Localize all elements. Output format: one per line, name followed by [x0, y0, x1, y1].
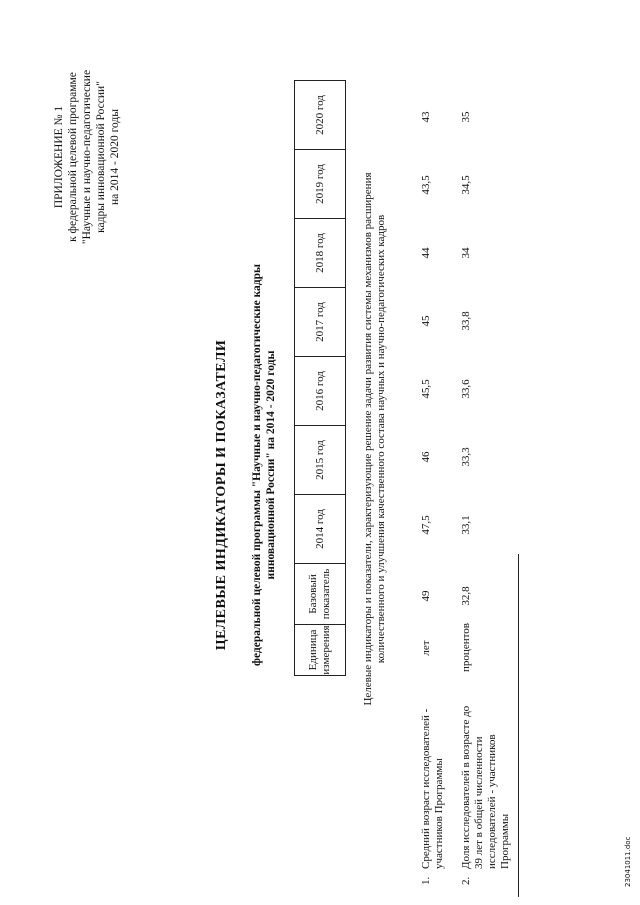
row-indicator-name: Средний возраст исследователей - участников Программы	[420, 708, 445, 869]
header-year: 2020 год	[295, 81, 346, 150]
header-year: 2019 год	[295, 150, 346, 219]
row-value: 47,5	[420, 515, 432, 535]
header-year: 2018 год	[295, 219, 346, 288]
header-unit: Единица измерения	[295, 625, 346, 676]
indicators-table-header	[294, 80, 346, 676]
document-file-id: 23041011.doc	[624, 836, 632, 887]
appendix-line: "Научные и научно-педагогические	[81, 69, 93, 245]
header-year: 2016 год	[295, 357, 346, 426]
row-value: 34,5	[460, 175, 472, 195]
row-value: 33,8	[460, 311, 472, 331]
section-heading: Целевые индикаторы и показатели, характеризующие решение задачи развития системы механизмов расширения количественного и улучшения качественного состава научных и научно-педагогических кадров	[362, 172, 387, 706]
table-bottom-rule	[518, 554, 519, 897]
header-year: 2015 год	[295, 426, 346, 495]
subtitle-line: федеральной целевой программы "Научные и научно-педагогические кадры	[251, 264, 263, 667]
row-value: 44	[420, 247, 432, 259]
row-value: 45	[420, 315, 432, 327]
row-value: 45,5	[420, 379, 432, 399]
row-value: 33,1	[460, 515, 472, 535]
header-base: Базовый показатель	[295, 564, 346, 625]
row-value: 43,5	[420, 175, 432, 195]
row-unit: процентов	[460, 623, 472, 672]
row-value: 43	[420, 111, 432, 123]
row-value: 33,3	[460, 447, 472, 467]
row-value: 35	[460, 111, 472, 123]
appendix-line: на 2014 - 2020 годы	[109, 109, 121, 206]
document-title: ЦЕЛЕВЫЕ ИНДИКАТОРЫ И ПОКАЗАТЕЛИ	[214, 339, 229, 651]
row-base-value: 49	[420, 590, 432, 602]
document-subtitle	[250, 195, 278, 735]
row-unit: лет	[420, 640, 432, 656]
header-year: 2017 год	[295, 288, 346, 357]
row-number: 1.	[420, 876, 432, 885]
row-value: 46	[420, 451, 432, 463]
row-value: 34	[460, 247, 472, 259]
row-value: 33,6	[460, 379, 472, 399]
subtitle-line: инновационной России" на 2014 - 2020 годы	[265, 350, 277, 580]
appendix-line: кадры инновационной России"	[95, 81, 107, 233]
appendix-line: к федеральной целевой программе	[67, 72, 79, 242]
header-year: 2014 год	[295, 495, 346, 564]
row-base-value: 32,8	[460, 586, 472, 606]
row-number: 2.	[460, 876, 472, 885]
appendix-label: ПРИЛОЖЕНИЕ № 1	[53, 105, 65, 209]
row-indicator-name: Доля исследователей в возрасте до 39 лет в общей численности исследователей - участников Программы	[460, 705, 511, 869]
appendix-header	[52, 37, 122, 277]
